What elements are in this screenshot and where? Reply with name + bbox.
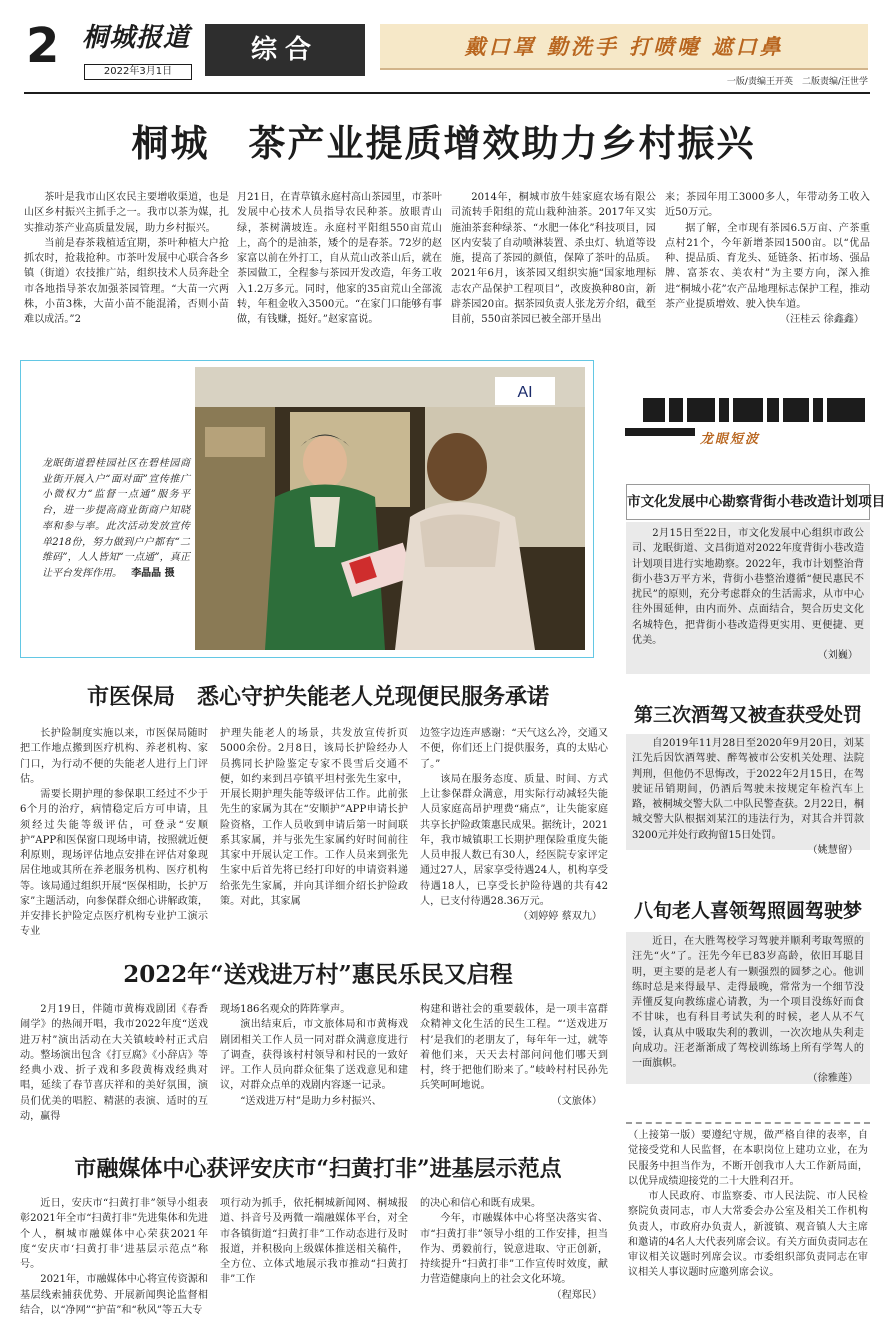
lead-paragraph: 2014年，桐城市放牛娃家庭农场有限公司流转手阳组的荒山栽种油茶。2017年又实施油茶套种绿茶、“水肥一体化”科技项目，园区内安装了自动喷淋装置、杀虫灯、轨道等设施，提高了茶园的颜值，保障了茶叶的品质。2021年6月，该茶园又组织实施“国家地理标志农产品保护工程项目”，改废换种80亩，新辟茶园20亩。据茶园负责人张龙芳介绍，截至目前，550亩茶园已被全部开垦出 [451, 192, 656, 325]
article-4-paragraph: 的决心和信心和既有成果。 [420, 1198, 542, 1209]
article-2-column-3 [420, 726, 608, 920]
brief-paragraph: 2月15日至22日，市文化发展中心组织市政公司、龙眠街道、文昌街道对2022年度背街小巷改造计划项目进行实地勘察。2022年，我市计划整治背街小巷3万平方米，背街小巷整治遵循“便民惠民不扰民”的原则，充分考虑群众的生活需求，从市中心往外围延伸，由内而外、点面结合，契合历史文化名城特色，把背街小巷改造得更实用、更便捷、更优美。 [632, 528, 864, 646]
photo-credit: 李晶晶 摄 [131, 567, 175, 579]
article-3-paragraph: 现场186名观众的阵阵掌声。 [220, 1004, 351, 1015]
photo-caption-text: 龙眠街道碧桂园社区在碧桂园商业街开展入户“面对面”宣传推广小微权力“监督一点通”服务平台，进一步提高商业街商户知晓率和参与率。此次活动发放宣传单218份，努力做到户户都有“二维码”，人人皆知“一点通”，真正让平台发挥作用。 [42, 458, 190, 579]
article-3-paragraph: “送戏进万村”是助力乡村振兴、 [240, 1095, 382, 1107]
brief-paragraph: 自2019年11月28日至2020年9月20日，刘某江先后因饮酒驾驶、醉驾被市公安机关处理、法院判刑，但他仍不思悔改，于2022年2月15日，在驾驶证吊销期间，仍酒后驾驶未按规定年检汽车上路，被桐城交警大队二中队民警查获。2月22日，桐城交警大队根据刘某江的违法行为，对其合并罚款3200元并处行政拘留15日处罚。 [632, 738, 864, 841]
news-photo [195, 367, 585, 650]
brief-3-title: 八旬老人喜领驾照圆驾驶梦 [633, 900, 862, 922]
continued-paragraph: 市人民政府、市监察委、市人民法院、市人民检察院负责同志，市人大常委会办公室及相关工作机构负责人，市政府办负责人，新渡镇、观音镇人大主席和邀请的4名人大代表列席会议。有关方面负责同志在审议相关议题时列席会议。市委组织部负责同志在审议相关人事议题时应邀列席会议。 [628, 1191, 868, 1279]
article-2-column-2 [220, 726, 408, 920]
lead-column-4 [665, 190, 870, 350]
issue-date: 2022年3月1日 [84, 64, 192, 80]
article-4-paragraph: 项行动为抓手，依托桐城新闻网、桐城报道、抖音号及两微一端融媒体平台，对全市各镇街道“扫黄打非”工作动态进行及时报道，并积极向上级媒体推送相关稿件，全方位、立体式地展示我市推动“扫黄打非”工作 [220, 1198, 408, 1286]
page-number: 2 [26, 18, 58, 74]
brief-2-title: 第三次酒驾又被查获受处罚 [633, 704, 862, 726]
article-3-paragraph: 2月19日，伴随市黄梅戏剧团《春香闹学》的热闹开唱，我市2022年度“送戏进万村”演出活动在大关镇岐岭村正式启动。整场演出包含《打豆腐》《小辞店》等经典小戏、折子戏和多段黄梅戏经典对唱，延续了春节喜庆祥和的美好氛围，演员们优美的唱腔、精湛的表演、适时的互动，赢得 [20, 1004, 208, 1122]
article-3-paragraph: 演出结束后，市文旅体局和市黄梅戏剧团相关工作人员一同对群众满意度进行了调查，获得该村村领导和村民的一致好评。工作人员向群众征集了送戏意见和建议，对群众点单的戏剧内容逐一记录。 [220, 1019, 408, 1092]
lead-column-1 [24, 190, 229, 350]
article-4-column-2 [220, 1196, 408, 1312]
editor-credits: 一版/责编王开英 二版责编/汪世学 [726, 77, 868, 87]
photo-caption [42, 456, 190, 582]
article-2-column-1 [20, 726, 208, 938]
lead-column-2 [237, 190, 442, 350]
article-4-column-1 [20, 1196, 208, 1316]
article-4-headline: 市融媒体中心获评安庆市“扫黄打非”进基层示范点 [74, 1156, 562, 1182]
article-2-headline: 市医保局 悉心守护失能老人兑现便民服务承诺 [86, 684, 549, 710]
brief-2-byline: （姚慧留） [807, 844, 858, 856]
continued-paragraph: （上接第一版）要遵纪守规，做严格自律的表率，自觉接受党和人民监督，在本职岗位上建功立业，在为民服务中担当作为，不断开创我市人大工作新局面，以优异成绩迎接党的二十大胜利召开。 [628, 1130, 868, 1187]
brief-1-byline: （刘巍） [817, 650, 858, 661]
slogan-text: 戴口罩 勤洗手 打喷嚏 遮口鼻 [464, 34, 784, 59]
lead-headline: 桐城 茶产业提质增效助力乡村振兴 [131, 121, 756, 165]
lead-byline: （汪桂云 徐鑫鑫） [780, 314, 864, 325]
article-2-byline: （刘婷婷 蔡双九） [518, 911, 602, 922]
article-3-paragraph: 构建和谐社会的重要载体，是一项丰富群众精神文化生活的民生工程。“‘送戏进万村’是我们的老朋友了，每年年一过，就等着他们来，天天去村部问问他们哪天到村，终于把他们盼来了。”岐岭村村民孙先兵笑呵呵地说。 [420, 1004, 608, 1092]
section-name: 综合 [250, 35, 319, 65]
continued-separator [626, 1122, 870, 1124]
newspaper-logo: 桐城报道 [82, 23, 191, 53]
article-4-paragraph: 2021年，市融媒体中心将宣传资源和基层线索捕获优势、开展新闻舆论监督相结合，以“净网”“护苗”和“秋风”等五大专 [20, 1274, 208, 1316]
brief-1-body [632, 526, 864, 672]
brief-2-body [632, 736, 864, 856]
lead-column-3 [451, 190, 656, 350]
lead-paragraph: 来；茶园年用工3000多人，年带动务工收入近50万元。 [665, 192, 870, 219]
wall-sign: AI [517, 384, 533, 401]
article-2-paragraph: 需要长期护理的参保职工经过不少于6个月的治疗，病情稳定后方可申请，且须经过失能等级评估，可登录“安顺护”APP和医保窗口现场申请，按照就近便利原则，现场评估地点安排在评估对象现居住地或其所在养老服务机构、医疗机构等。该局通过组织开展“医保相助，长护万家”主题活动，向参保群众细心讲解政策，并安排长护险定点医疗机构专业护工演示专业 [20, 789, 208, 938]
brief-paragraph: 近日，在大胜驾校学习驾驶并顺利考取驾照的汪先“火”了。汪先今年已83岁高龄，依旧耳聪目明，更主要的是老人有一颗强烈的圆梦之心。他训练时总是来得最早、走得最晚，常常为一个细节没弄懂反复向教练虚心请教，为一个项目没练好而食不甘味，也有科目考试失利的时候，老人从不气馁，认真从中吸取失利的教训，一次次地从失利走向成功。汪老渐渐成了驾校训练场上所有学驾人的一面旗帜。 [632, 936, 864, 1069]
article-3-column-1 [20, 1002, 208, 1122]
lead-paragraph: 当前是春茶栽植适宜期，茶叶种植大户抢抓农时，抢栽抢种。市茶叶发展中心联合各乡镇（街道）农技推广站，组织技术人员奔赴全市各地指导茶农加强茶园管理。“大苗一穴两株，小苗3株，大苗小苗不能混淆，否则小苗难以成活。”2 [24, 237, 229, 325]
article-2-paragraph: 边签字边连声感谢：“天气这么冷，交通又不便，你们还上门提供服务，真的太贴心了。” [420, 728, 608, 770]
brief-1-title: 市文化发展中心勘察背街小巷改造计划项目 [626, 484, 870, 520]
article-3-byline: （文旅体） [551, 1095, 602, 1107]
brief-3-byline: （徐雅莲） [807, 1073, 858, 1085]
lead-paragraph: 月21日，在青草镇永庭村高山茶园里，市茶叶发展中心技术人员指导农民种茶。放眼青山绿，茶树满坡连。永庭村平阳组550亩荒山上，高个的是油茶，矮个的是春茶。72岁的赵家富以前在外打工，自从荒山改茶山后，就在茶园做工，全程参与茶园开发改造，年务工收入1.2万多元。同时，他家的35亩荒山全部流转，年租金收入3500元。“在家门口能够有事做，有钱赚，挺好。”赵家富说。 [237, 192, 442, 325]
briefs-column-title: 龙眼短波 [700, 432, 761, 447]
masthead-rule [24, 92, 870, 94]
article-4-byline: （程郑民） [551, 1289, 602, 1301]
lead-paragraph: 茶叶是我市山区农民主要增收渠道，也是山区乡村振兴主抓手之一。我市以茶为媒，扎实推动茶产业高质量发展，助力乡村振兴。 [24, 192, 229, 234]
article-2-paragraph: 护理失能老人的场景，共发放宣传折页5000余份。2月8日，该局长护险经办人员携同长护险鉴定专家不畏雪后交通不便，如约来到吕亭镇平坦村张先生家中，开展长期护理失能等级评估工作。此前张先生的家属为其在“安顺护”APP申请长护险资格，工作人员收到申请后第一时间联系其家属，并与张先生家属约好时间前往其家中开展认定工作。工作人员来到张先生家中后首先将已经打印好的申请资料递给张先生家属，并向其详细介绍长护险政策。对此，其家属 [220, 728, 408, 907]
article-2-paragraph: 长护险制度实施以来，市医保局随时把工作地点搬到医疗机构、养老机构、家门口，为行动不便的失能老人进行上门评估。 [20, 728, 208, 785]
article-4-column-3 [420, 1196, 608, 1312]
article-4-paragraph: 今年，市融媒体中心将坚决落实省、市“扫黄打非”领导小组的工作安排，担当作为、勇毅前行，锐意进取、守正创新，持续提升“扫黄打非”工作宣传时效度，献力营造健康向上的社会文化环境。 [420, 1213, 608, 1286]
article-3-column-3 [420, 1002, 608, 1118]
article-4-paragraph: 近日，安庆市“扫黄打非”领导小组表彰2021年全市“扫黄打非”先进集体和先进个人，桐城市融媒体中心荣获2021年度“安庆市‘扫黄打非’进基层示范点”称号。 [20, 1198, 208, 1270]
article-3-column-2 [220, 1002, 408, 1118]
lead-paragraph: 据了解，全市现有茶园6.5万亩、产茶重点村21个，今年新增茶园1500亩。以“优品种、提品质、育龙头、延链条、拓市场、强品牌、富茶农、美农村”为主要方向，深入推进“桐城小花”农产品地理标志保护工程，推动茶产业提质增效、驶入快车道。 [665, 222, 870, 310]
brief-3-body [632, 934, 864, 1085]
article-3-headline: 2022年“送戏进万村”惠民乐民又启程 [123, 961, 513, 988]
continued-from-page-1 [628, 1128, 868, 1308]
article-2-paragraph: 该局在服务态度、质量、时间、方式上让参保群众满意，用实际行动减轻失能人员家庭高昂护理费“痛点”，让失能家庭共享长护险政策惠民成果。据统计，2021年，我市城镇职工长期护理保险重度失能人员申报人数已有30人，经医院专家评定通过27人，居家享受待遇24人，机构享受待遇18人，已享受长护险待遇的共有42人，已支付待遇28.36万元。 [420, 773, 608, 907]
